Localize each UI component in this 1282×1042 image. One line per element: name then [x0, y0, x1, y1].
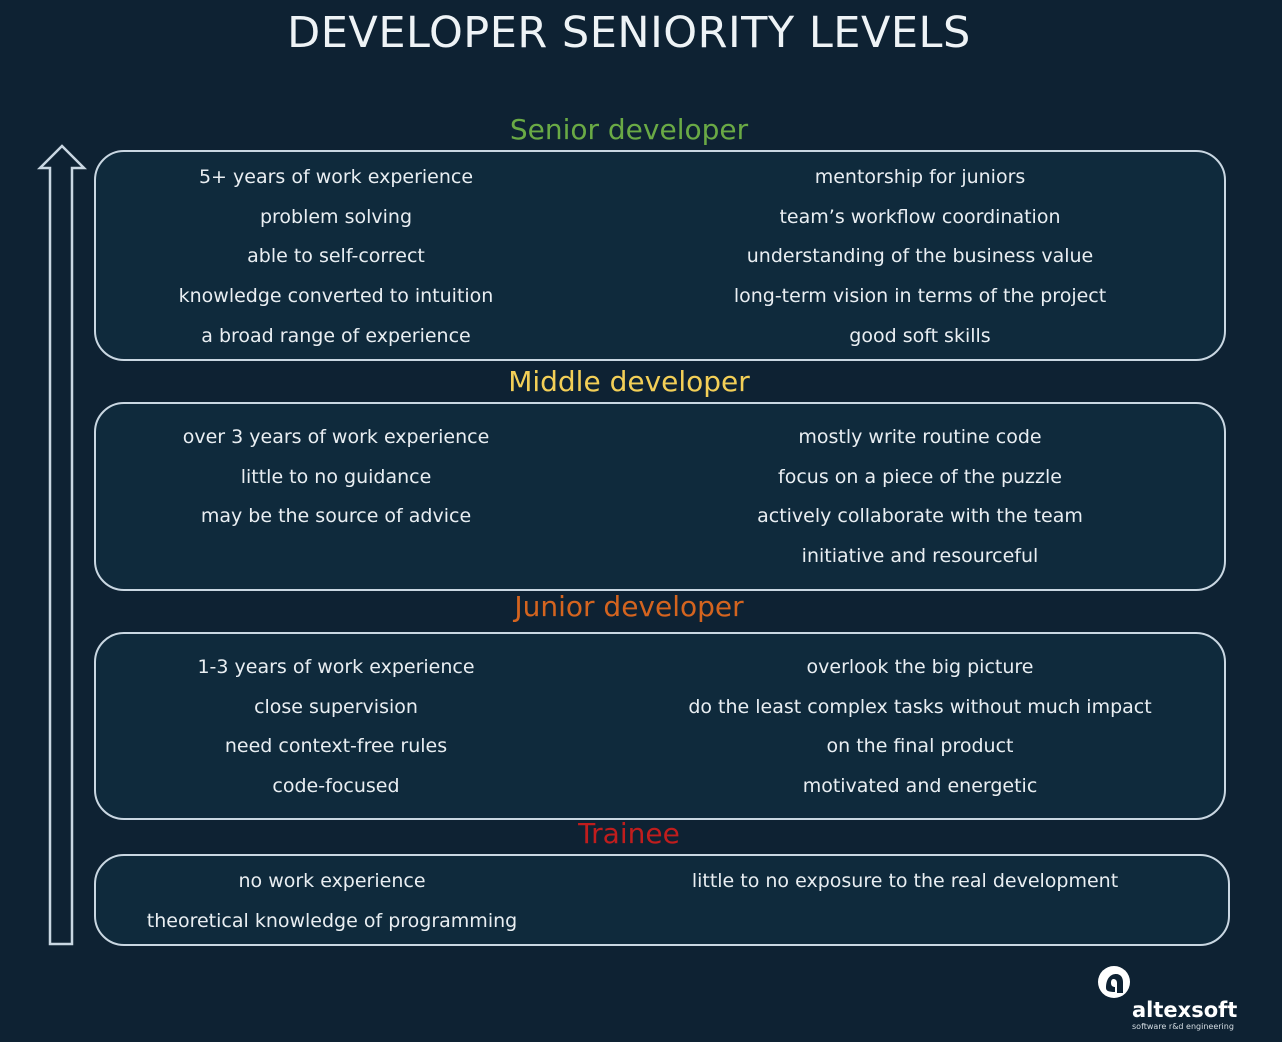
logo-wordmark: altexsoft — [1132, 998, 1238, 1022]
junior-right-column — [640, 648, 1200, 807]
list-item: actively collaborate with the team — [757, 505, 1083, 528]
list-item: motivated and energetic — [802, 775, 1038, 798]
list-item: able to self-correct — [247, 245, 425, 268]
list-item: long-term vision in terms of the project — [733, 285, 1107, 308]
level-title-junior: Junior developer — [514, 590, 744, 623]
level-box-middle — [94, 402, 1226, 591]
list-item: mentorship for juniors — [814, 166, 1026, 188]
list-item: theoretical knowledge of programming — [146, 909, 518, 932]
list-item: over 3 years of work experience — [182, 426, 490, 448]
junior-left-column — [136, 648, 536, 807]
logo-tagline: software r&d engineering — [1132, 1022, 1234, 1031]
list-item: close supervision — [254, 695, 418, 718]
list-item: little to no guidance — [240, 465, 432, 488]
middle-left-column — [136, 418, 536, 537]
middle-right-column — [670, 418, 1170, 577]
list-item: a broad range of experience — [201, 324, 471, 347]
list-item: 5+ years of work experience — [198, 166, 474, 188]
list-item: problem solving — [259, 205, 413, 228]
senior-right-column — [670, 158, 1170, 356]
page-title: DEVELOPER SENIORITY LEVELS — [287, 8, 971, 58]
list-item: do the least complex tasks without much impact — [688, 695, 1152, 718]
list-item: little to no exposure to the real development — [691, 870, 1119, 892]
list-item: overlook the big picture — [806, 656, 1034, 678]
list-item: good soft skills — [849, 324, 991, 347]
level-title-middle: Middle developer — [508, 365, 750, 398]
list-item: mostly write routine code — [798, 426, 1042, 448]
list-item: on the final product — [826, 735, 1014, 758]
list-item: no work experience — [238, 870, 426, 892]
list-item: may be the source of advice — [200, 505, 472, 528]
list-item: code-focused — [272, 775, 400, 798]
level-box-senior — [94, 150, 1226, 361]
list-item: understanding of the business value — [746, 245, 1094, 268]
list-item: team’s workflow coordination — [779, 205, 1061, 228]
trainee-left-column — [122, 862, 542, 941]
list-item: initiative and resourceful — [801, 545, 1039, 568]
list-item: need context-free rules — [224, 735, 448, 758]
senior-left-column — [136, 158, 536, 356]
level-box-junior — [94, 632, 1226, 820]
list-item: knowledge converted to intuition — [178, 285, 494, 308]
level-box-trainee — [94, 854, 1230, 946]
level-title-senior: Senior developer — [509, 113, 749, 146]
altexsoft-logo-icon — [1096, 964, 1132, 1000]
altexsoft-logo — [1096, 964, 1236, 1034]
list-item: 1-3 years of work experience — [197, 656, 475, 678]
trainee-right-column — [666, 862, 1144, 902]
level-title-trainee: Trainee — [578, 817, 680, 850]
list-item: focus on a piece of the puzzle — [778, 465, 1062, 488]
